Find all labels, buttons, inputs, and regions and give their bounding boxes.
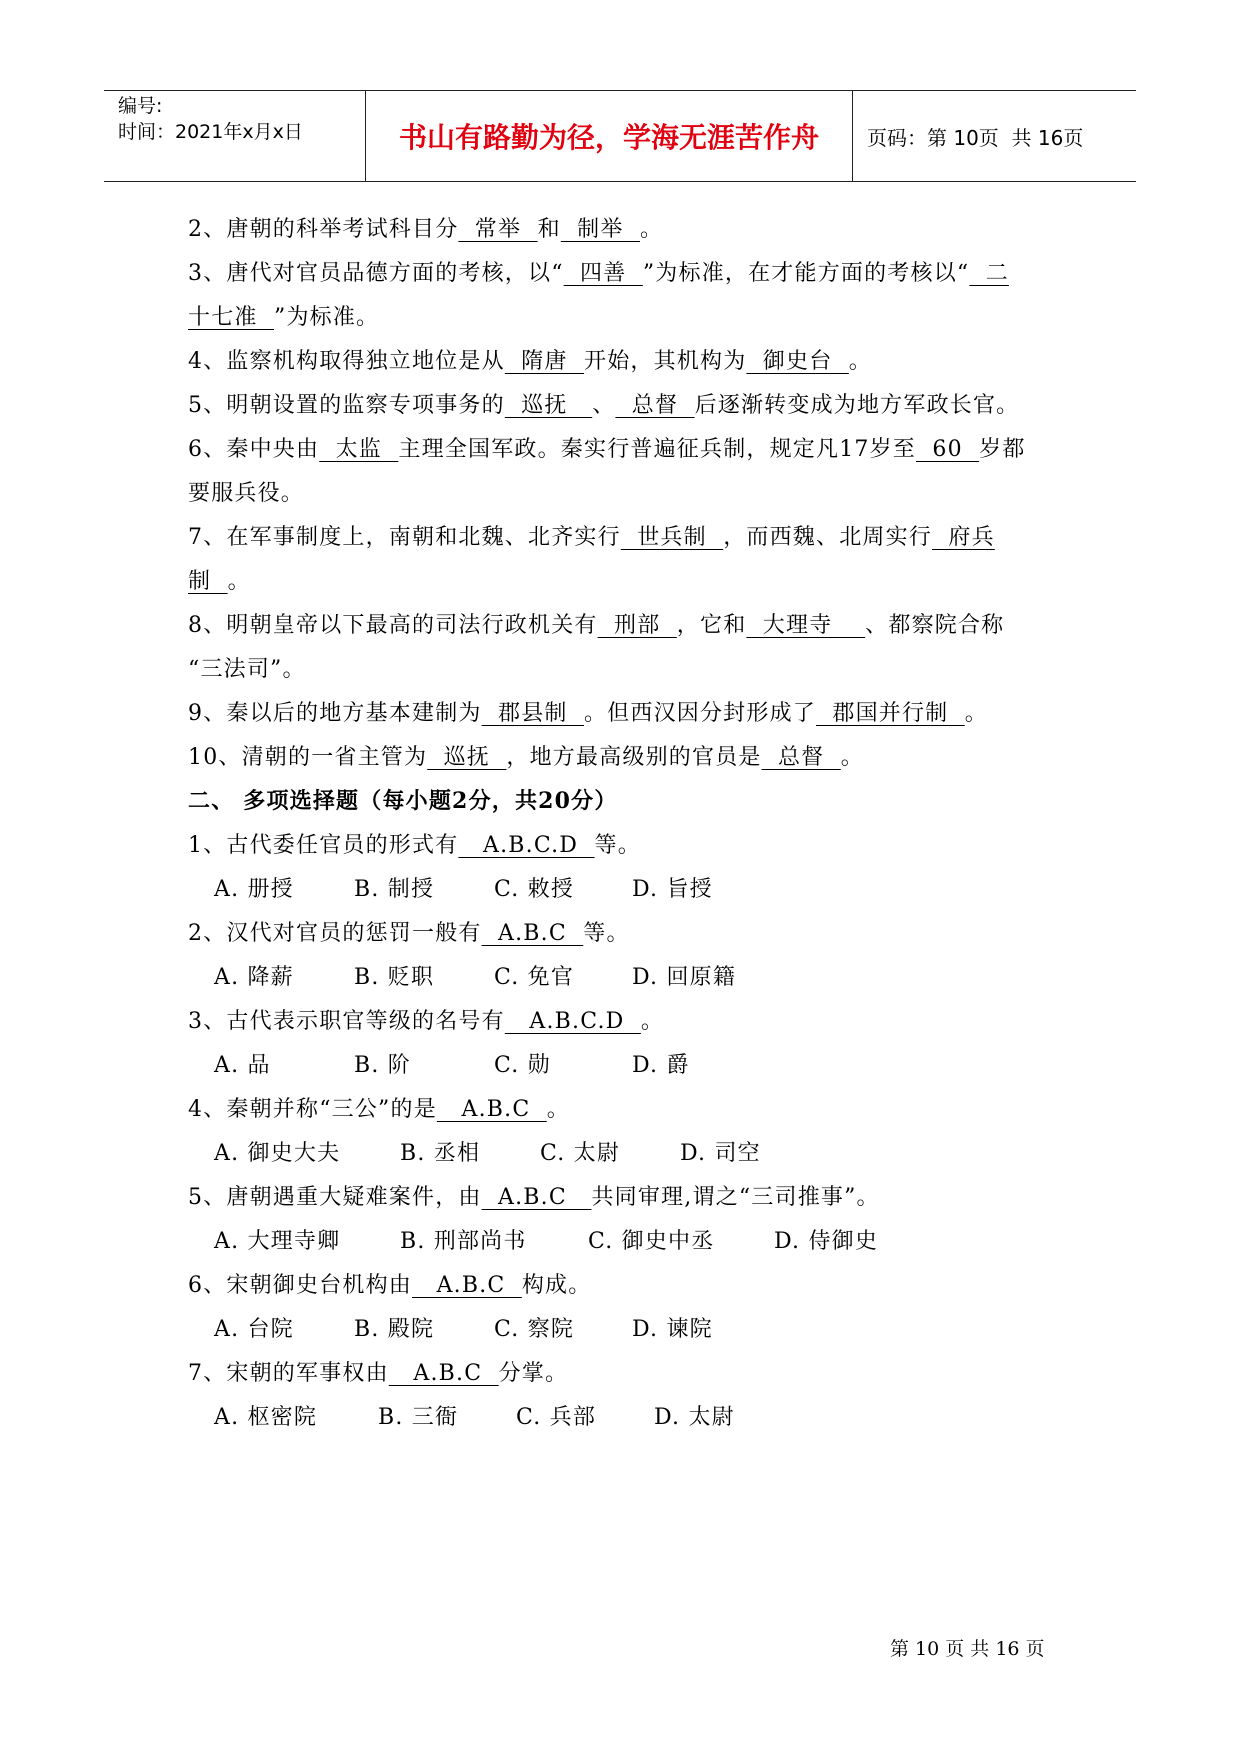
question-text: 岁都 (979, 437, 1026, 462)
answer-blank: 刑部 (597, 613, 677, 638)
answer-blank: 四善 (563, 261, 643, 286)
question-text: 3、唐代对官员品德方面的考核，以“ (188, 261, 564, 286)
answer-blank: 隋唐 (504, 349, 584, 374)
question-text: 4、监察机构取得独立地位是从 (188, 349, 505, 374)
question-text: 2、唐朝的科举考试科目分 (188, 217, 459, 242)
option: D. 司空 (680, 1141, 761, 1166)
fill-question-8 (188, 608, 1004, 639)
question-text: 、 (592, 393, 616, 418)
option: B. 刑部尚书 (400, 1229, 527, 1254)
option: C. 太尉 (540, 1141, 621, 1166)
option: B. 贬职 (354, 965, 435, 990)
question-text: 。但西汉因分封形成了 (583, 701, 816, 726)
answer-blank: 制 (188, 569, 228, 594)
question-text: 等。 (583, 921, 630, 946)
question-text: 。 (227, 569, 251, 594)
page-label: 页码：第 10页 共 16页 (867, 125, 1084, 150)
answer-blank: 大理寺 (746, 613, 866, 638)
option: B. 阶 (354, 1053, 411, 1078)
option: C. 勋 (494, 1053, 551, 1078)
question-text: ”为标准，在才能方面的考核以“ (642, 261, 970, 286)
choice-question-3 (188, 1004, 664, 1035)
answer-blank: A.B.C (481, 921, 584, 946)
question-text: 7、宋朝的军事权由 (188, 1361, 389, 1386)
answer-blank: 总督 (761, 745, 841, 770)
question-text: “三法司”。 (188, 657, 306, 682)
fill-question-9 (188, 696, 988, 727)
option: B. 三衙 (378, 1405, 459, 1430)
answer-blank: A.B.C.D (504, 1009, 641, 1034)
answer-blank: 世兵制 (620, 525, 724, 550)
choice-options-2 (214, 960, 736, 991)
question-text: ，地方最高级别的官员是 (506, 745, 762, 770)
question-text: 主理全国军政。秦实行普遍征兵制，规定凡17岁至 (398, 437, 916, 462)
choice-question-5 (188, 1180, 880, 1211)
question-text: 开始，其机构为 (584, 349, 747, 374)
answer-blank: 总督 (615, 393, 695, 418)
question-text: 9、秦以后的地方基本建制为 (188, 701, 482, 726)
header-meta (104, 91, 366, 181)
choice-options-7 (214, 1400, 735, 1431)
option: D. 谏院 (632, 1317, 713, 1342)
question-text: 和 (537, 217, 561, 242)
question-text: 、都察院合称 (865, 613, 1005, 638)
question-text: 后逐渐转变成为地方军政长官。 (694, 393, 1020, 418)
answer-blank: A.B.C (436, 1097, 547, 1122)
answer-blank: A.B.C (412, 1273, 522, 1298)
question-text: 4、秦朝并称“三公”的是 (188, 1097, 437, 1122)
option: A. 御史大夫 (214, 1141, 341, 1166)
question-text: 7、在军事制度上，南朝和北魏、北齐实行 (188, 525, 621, 550)
question-text: 。 (840, 745, 864, 770)
option: A. 台院 (214, 1317, 294, 1342)
question-text: 10、清朝的一省主管为 (188, 745, 428, 770)
option: D. 侍御史 (774, 1229, 879, 1254)
question-text: ，而西魏、北周实行 (723, 525, 932, 550)
section-title: 二、 多项选择题（每小题2分，共20分） (188, 788, 618, 814)
answer-blank: A.B.C (388, 1361, 499, 1386)
choice-options-6 (214, 1312, 713, 1343)
fill-question-5 (188, 388, 1019, 419)
header-page (853, 91, 1136, 181)
answer-blank: 郡国并行制 (816, 701, 965, 726)
time-label: 时间：2021年x月x日 (118, 121, 303, 143)
answer-blank: 御史台 (746, 349, 849, 374)
option: D. 爵 (632, 1053, 690, 1078)
option: D. 回原籍 (632, 965, 737, 990)
question-text: ，它和 (676, 613, 747, 638)
question-text: 要服兵役。 (188, 481, 305, 506)
fill-question-4 (188, 344, 872, 375)
choice-question-4 (188, 1092, 570, 1123)
option: A. 大理寺卿 (214, 1229, 341, 1254)
fill-question-3-cont (188, 300, 379, 331)
question-text: 。 (964, 701, 988, 726)
fill-question-7 (188, 520, 995, 551)
answer-blank: A.B.C (481, 1185, 592, 1210)
option: A. 降薪 (214, 965, 294, 990)
choice-options-5 (214, 1224, 878, 1255)
fill-question-2 (188, 212, 663, 243)
answer-blank: 十七准 (188, 305, 274, 330)
choice-options-1 (214, 872, 713, 903)
choice-options-3 (214, 1048, 690, 1079)
question-text: 等。 (594, 833, 641, 858)
option: C. 免官 (494, 965, 575, 990)
answer-blank: 常举 (458, 217, 538, 242)
question-text: 。 (640, 1009, 665, 1034)
question-text: 共同审理,谓之“三司推事”。 (591, 1185, 880, 1210)
question-text: 6、宋朝御史台机构由 (188, 1273, 412, 1298)
option: D. 旨授 (632, 877, 713, 902)
choice-question-6 (188, 1268, 591, 1299)
question-text: 。 (546, 1097, 570, 1122)
answer-blank: 60 (916, 437, 980, 462)
page-header (104, 90, 1136, 182)
answer-blank: 郡县制 (481, 701, 584, 726)
choice-question-2 (188, 916, 630, 947)
page-footer: 第 10 页 共 16 页 (890, 1638, 1045, 1660)
fill-question-8-cont (188, 652, 306, 683)
question-text: 6、秦中央由 (188, 437, 320, 462)
option: C. 察院 (494, 1317, 575, 1342)
choice-options-4 (214, 1136, 761, 1167)
answer-blank: 巡抚 (427, 745, 507, 770)
option: A. 枢密院 (214, 1405, 318, 1430)
fill-question-7-cont (188, 564, 251, 595)
question-text: 。 (639, 217, 664, 242)
option: C. 敕授 (494, 877, 575, 902)
header-motto (366, 91, 853, 181)
question-text: 3、古代表示职官等级的名号有 (188, 1009, 505, 1034)
question-text: 2、汉代对官员的惩罚一般有 (188, 921, 482, 946)
question-text: 。 (848, 349, 872, 374)
fill-question-6-cont (188, 476, 304, 507)
answer-blank: A.B.C.D (458, 833, 595, 858)
fill-question-10 (188, 740, 864, 771)
fill-question-6 (188, 432, 1026, 463)
option: A. 品 (214, 1053, 271, 1078)
answer-blank: 太监 (319, 437, 399, 462)
option: A. 册授 (214, 877, 294, 902)
option: B. 丞相 (400, 1141, 481, 1166)
option: C. 兵部 (516, 1405, 597, 1430)
answer-blank: 府兵 (932, 525, 995, 550)
question-text: 5、明朝设置的监察专项事务的 (188, 393, 505, 418)
question-text: 分掌。 (498, 1361, 569, 1386)
answer-blank: 二 (969, 261, 1009, 286)
question-text: ”为标准。 (274, 305, 380, 330)
choice-question-1 (188, 828, 641, 859)
number-label: 编号: (118, 95, 163, 117)
option: B. 制授 (354, 877, 435, 902)
option: D. 太尉 (654, 1405, 735, 1430)
answer-blank: 巡抚 (504, 393, 593, 418)
question-text: 1、古代委任官员的形式有 (188, 833, 459, 858)
question-text: 5、唐朝遇重大疑难案件，由 (188, 1185, 482, 1210)
question-text: 8、明朝皇帝以下最高的司法行政机关有 (188, 613, 598, 638)
motto-text: 书山有路勤为径，学海无涯苦作舟 (398, 121, 819, 154)
question-text: 构成。 (521, 1273, 592, 1298)
answer-blank: 制举 (560, 217, 640, 242)
option: C. 御史中丞 (588, 1229, 715, 1254)
fill-question-3 (188, 256, 1009, 287)
choice-question-7 (188, 1356, 568, 1387)
option: B. 殿院 (354, 1317, 435, 1342)
